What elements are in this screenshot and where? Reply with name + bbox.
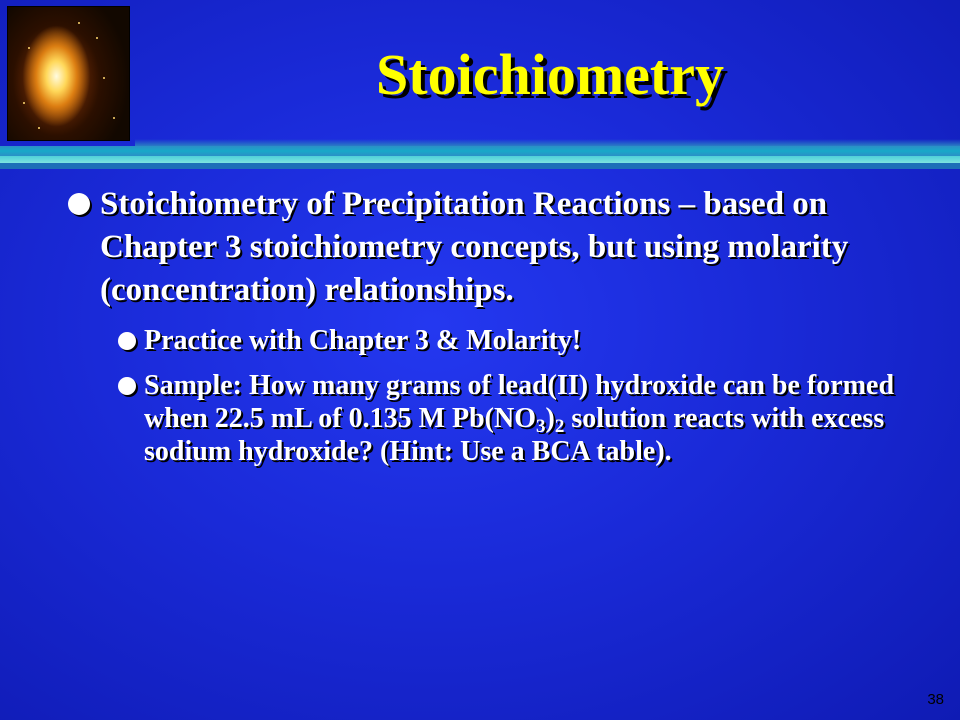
bullet-sub-practice: [66, 324, 926, 357]
bullet-sub-sample: [66, 369, 926, 468]
bullet-main: [66, 183, 926, 312]
header-rule-shadow: [135, 139, 960, 146]
slide-number: 38: [927, 691, 944, 708]
fire-photo: [7, 6, 130, 141]
bullet-sub-practice-text: Practice with Chapter 3 & Molarity!: [144, 325, 582, 356]
bullet-sub-sample-text: Sample: How many grams of lead(II) hydroxide can be formed when 22.5 mL of 0.135 M $Pb(NO_3)_2$ solution reacts with excess sodium hydroxide? (Hint: Use a BCA table).: [144, 370, 895, 467]
header-rule-lower: [0, 163, 960, 169]
bullet-dot-icon: [68, 193, 90, 215]
spark: [103, 77, 105, 79]
spark: [113, 117, 115, 119]
spark: [38, 127, 40, 129]
spark: [23, 102, 25, 104]
slide-body: [66, 183, 926, 468]
spark: [28, 47, 30, 49]
bullet-main-text: Stoichiometry of Precipitation Reactions – based on Chapter 3 stoichiometry concepts, but using molarity (concentration) relationships.: [100, 186, 849, 308]
bullet-dot-icon: [118, 377, 136, 395]
bullet-dot-icon: [118, 332, 136, 350]
header-rule-highlight: [0, 156, 960, 163]
spark: [96, 37, 98, 39]
spark: [78, 22, 80, 24]
slide-title: Stoichiometry: [376, 42, 724, 107]
header-rule: [0, 146, 960, 156]
